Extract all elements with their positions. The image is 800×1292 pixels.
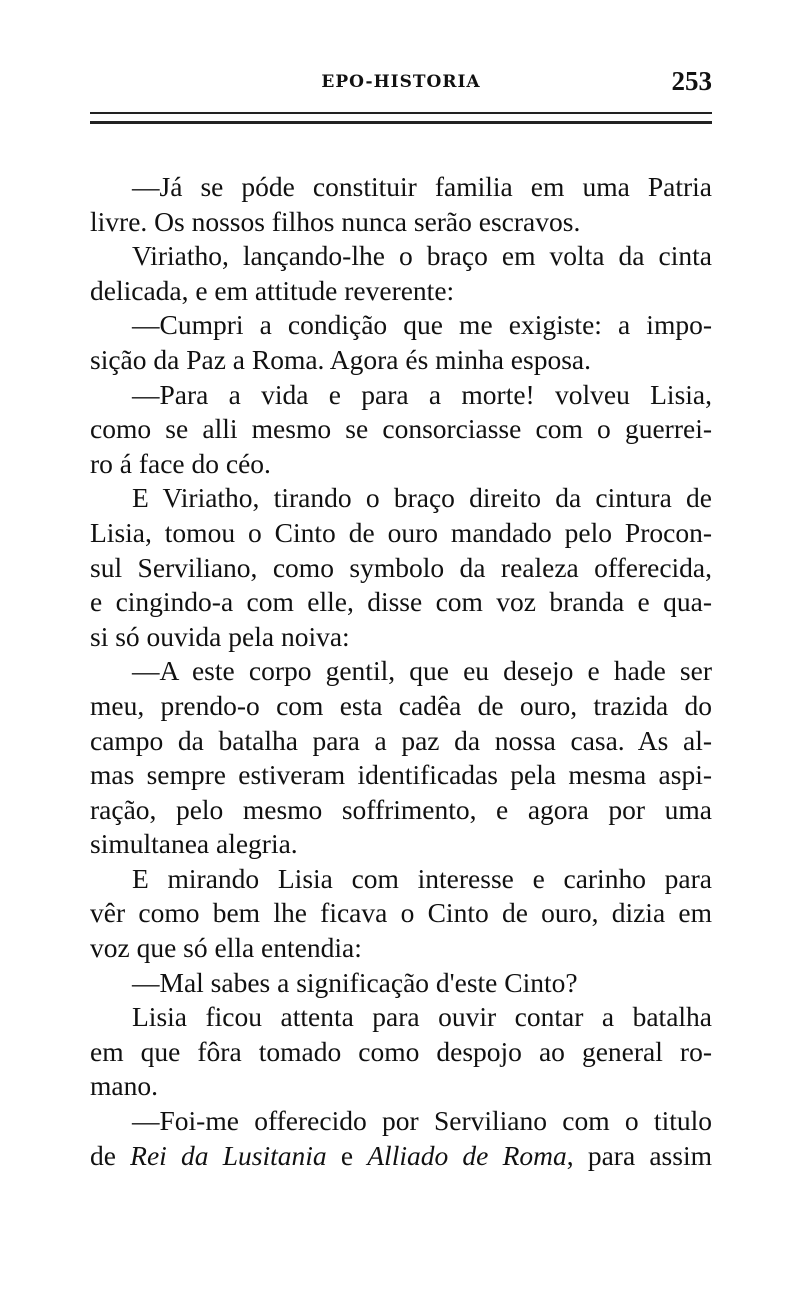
text-line: —Foi-me offerecido por Serviliano com o titulo	[132, 1105, 712, 1137]
text-line: ro á face do céo.	[90, 447, 271, 479]
text-line: voz que só ella entendia:	[90, 932, 362, 964]
text-line: Lisia, tomou o Cinto de ouro mandado pelo Procon-	[90, 516, 712, 548]
text-segment: de	[90, 1139, 131, 1171]
text-line: Lisia ficou attenta para ouvir contar a batalha	[132, 1001, 712, 1033]
text-line: Viriatho, lançando-lhe o braço em volta da cinta	[132, 240, 712, 272]
text-line: —Mal sabes a significação d'este Cinto?	[132, 966, 578, 998]
text-segment: , para assim	[566, 1139, 712, 1171]
text-line: mano.	[90, 1070, 158, 1102]
text-line: livre. Os nossos filhos nunca serão escravos.	[90, 205, 581, 237]
text-segment: e	[326, 1139, 368, 1171]
text-line: e cingindo-a com elle, disse com voz branda e qua-	[90, 586, 712, 618]
running-head: EPO-HISTORIA	[321, 72, 481, 92]
text-line: ração, pelo mesmo soffrimento, e agora por uma	[90, 793, 712, 825]
text-line: sição da Paz a Roma. Agora és minha esposa.	[90, 343, 591, 375]
header-rule-thin	[90, 112, 712, 114]
text-line: E Viriatho, tirando o braço direito da cintura de	[132, 482, 712, 514]
text-line: mas sempre estiveram identificadas pela mesma aspi-	[90, 759, 712, 791]
text-line: delicada, e em attitude reverente:	[90, 274, 455, 306]
text-line: como se alli mesmo se consorciasse com o guerrei-	[90, 413, 712, 445]
text-line: meu, prendo-o com esta cadêa de ouro, trazida do	[90, 689, 712, 721]
text-line: simultanea alegria.	[90, 828, 298, 860]
text-line: vêr como bem lhe ficava o Cinto de ouro, dizia em	[90, 897, 712, 929]
text-line: sul Serviliano, como symbolo da realeza offerecida,	[90, 551, 712, 583]
text-line	[90, 1139, 712, 1174]
header-rule-thick	[90, 121, 712, 124]
body-text	[90, 170, 712, 1173]
text-line: si só ouvida pela noiva:	[90, 620, 350, 652]
title-italic: Alliado de Roma	[367, 1139, 567, 1171]
text-line: —Já se póde constituir familia em uma Patria	[132, 171, 712, 202]
page-header	[90, 66, 712, 96]
text-line: em que fôra tomado como despojo ao general ro-	[90, 1035, 712, 1067]
page-number: 253	[671, 66, 712, 96]
text-line: E mirando Lisia com interesse e carinho para	[132, 862, 712, 894]
text-line: —A este corpo gentil, que eu desejo e hade ser	[132, 655, 712, 687]
text-line: —Cumpri a condição que me exigiste: a impo-	[132, 309, 712, 341]
text-line: campo da batalha para a paz da nossa casa. As al-	[90, 724, 712, 756]
text-line: —Para a vida e para a morte! volveu Lisia,	[132, 378, 712, 410]
title-italic: Rei da Lusitania	[130, 1139, 327, 1171]
